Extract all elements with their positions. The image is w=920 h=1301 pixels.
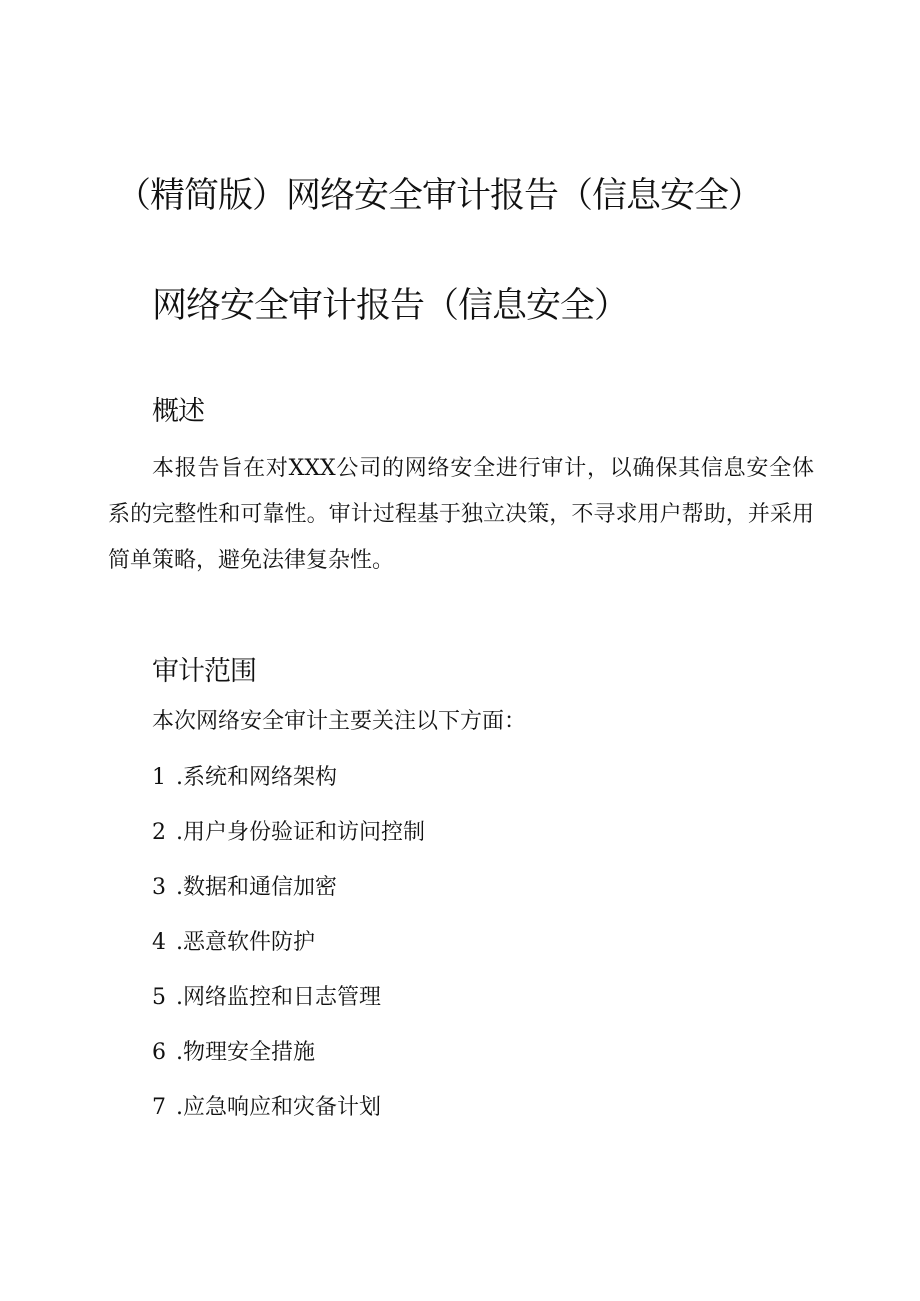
list-item-text: .物理安全措施 <box>176 1040 315 1065</box>
list-item-text: .数据和通信加密 <box>176 875 337 900</box>
list-item <box>152 870 425 925</box>
list-item <box>152 980 425 1035</box>
list-item-text: .网络监控和日志管理 <box>176 985 381 1010</box>
list-item <box>152 925 425 980</box>
list-item-text: .应急响应和灾备计划 <box>176 1095 381 1120</box>
list-item <box>152 815 425 870</box>
list-item-number: 2 <box>152 820 166 845</box>
list-item-text: .恶意软件防护 <box>176 930 315 955</box>
list-item-number: 6 <box>152 1040 166 1065</box>
list-item-number: 4 <box>152 930 166 955</box>
scope-heading: 审计范围 <box>152 656 256 687</box>
list-item-number: 1 <box>152 765 166 790</box>
document-main-title: （精简版）网络安全审计报告（信息安全） <box>116 176 763 216</box>
report-title: 网络安全审计报告（信息安全） <box>152 286 629 326</box>
list-item-text: .系统和网络架构 <box>176 765 337 790</box>
list-item-number: 5 <box>152 985 166 1010</box>
scope-intro: 本次网络安全审计主要关注以下方面： <box>152 709 527 734</box>
list-item-number: 7 <box>152 1095 166 1120</box>
scope-list <box>152 760 425 1145</box>
list-item-text: .用户身份验证和访问控制 <box>176 820 425 845</box>
overview-paragraph: 本报告旨在对XXX公司的网络安全进行审计，以确保其信息安全体系的完整性和可靠性。审计过程基于独立决策，不寻求用户帮助，并采用简单策略，避免法律复杂性。 <box>108 456 814 573</box>
list-item-number: 3 <box>152 875 166 900</box>
list-item <box>152 1035 425 1090</box>
list-item <box>152 1090 425 1145</box>
list-item <box>152 760 425 815</box>
overview-heading: 概述 <box>152 396 204 427</box>
